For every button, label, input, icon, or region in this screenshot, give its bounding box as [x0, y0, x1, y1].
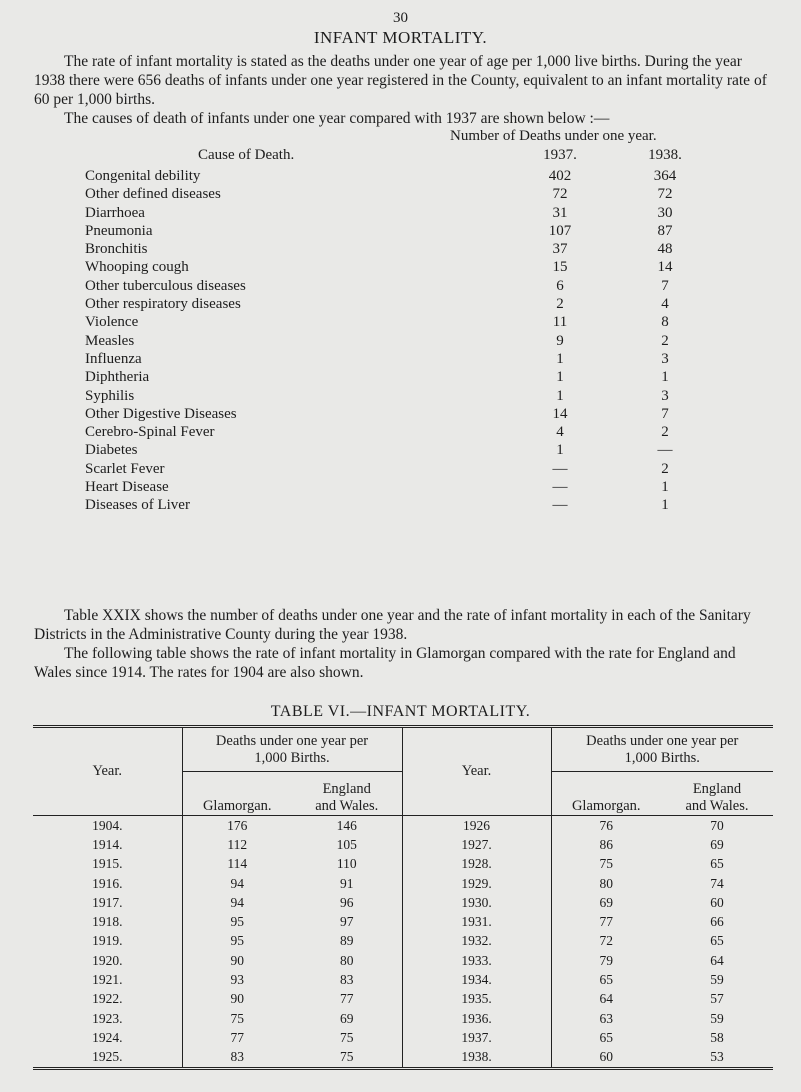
year-cell: 1936. [402, 1009, 551, 1028]
causes-intro-paragraph [34, 109, 774, 128]
england-wales-cell: 74 [710, 875, 724, 891]
cause-row [85, 405, 685, 423]
mortality-table-title: TABLE VI.—INFANT MORTALITY. [270, 703, 531, 720]
year-cell: 1934. [402, 970, 551, 989]
cause-name: Influenza [85, 350, 142, 367]
glamorgan-cell: 80 [599, 875, 613, 891]
deaths-1938: — [657, 442, 673, 459]
cause-name: Diseases of Liver [85, 497, 190, 514]
england-wales-cell: 105 [292, 835, 402, 854]
cause-row [85, 350, 685, 368]
table-xxix-paragraph [34, 606, 774, 644]
mortality-table [33, 725, 773, 1070]
deaths-1937: 1 [556, 350, 564, 367]
cause-name: Whooping cough [85, 259, 189, 276]
glamorgan-cell: 72 [599, 933, 613, 949]
deaths-1937: — [552, 460, 568, 477]
cause-row [85, 204, 685, 222]
deaths-1938: 3 [661, 387, 669, 404]
table-row [33, 874, 773, 893]
deaths-1938: 8 [661, 314, 669, 331]
england-wales-cell: 60 [710, 894, 724, 910]
deaths-1937: 107 [548, 222, 572, 239]
england-wales-cell: 59 [710, 972, 724, 988]
glamorgan-cell: 86 [599, 836, 613, 852]
england-wales-cell: 91 [292, 874, 402, 893]
deaths-1937: 72 [552, 186, 568, 203]
cause-name: Other respiratory diseases [85, 296, 241, 313]
year-cell: 1928. [402, 855, 551, 874]
table-row [33, 1009, 773, 1028]
year-1938-header: 1938. [648, 147, 682, 163]
deaths-header-line2: 1,000 Births. [254, 749, 330, 766]
cause-row [85, 496, 685, 514]
year-cell: 1938. [402, 1048, 551, 1069]
year-cell: 1926 [402, 816, 551, 836]
year-cell: 1923. [33, 1009, 182, 1028]
table-row [33, 1028, 773, 1047]
ew-header-line1: England [322, 781, 371, 797]
cause-row [85, 441, 685, 459]
cause-name: Violence [85, 314, 139, 331]
england-wales-cell: 65 [710, 933, 724, 949]
deaths-1938: 1 [661, 369, 669, 386]
glamorgan-cell: 114 [227, 856, 248, 872]
england-wales-cell: 59 [710, 1010, 724, 1026]
glamorgan-cell: 65 [599, 972, 613, 988]
deaths-header-line1: Deaths under one year per [586, 732, 739, 749]
deaths-1938: 1 [661, 479, 669, 496]
england-wales-cell: 89 [292, 932, 402, 951]
cause-row [85, 258, 685, 276]
glamorgan-cell: 65 [599, 1029, 613, 1045]
table-row [33, 951, 773, 970]
table-row [33, 912, 773, 931]
cause-row [85, 460, 685, 478]
year-cell: 1918. [33, 912, 182, 931]
cause-name: Diabetes [85, 442, 138, 459]
england-wales-cell: 58 [710, 1029, 724, 1045]
deaths-1938: 364 [653, 168, 677, 184]
deaths-1938: 2 [661, 424, 669, 441]
cause-row [85, 185, 685, 203]
cause-name: Bronchitis [85, 241, 148, 258]
cause-row [85, 478, 685, 496]
deaths-1937: 37 [552, 241, 568, 258]
ew-header-line2: and Wales. [685, 798, 749, 814]
cause-name: Measles [85, 332, 135, 349]
deaths-group-header [551, 727, 773, 772]
england-wales-cell: 69 [292, 1009, 402, 1028]
year-cell: 1929. [402, 874, 551, 893]
england-wales-cell: 110 [292, 855, 402, 874]
year-cell: 1932. [402, 932, 551, 951]
england-wales-header [292, 772, 402, 816]
glamorgan-cell: 79 [599, 952, 613, 968]
year-cell: 1914. [33, 835, 182, 854]
deaths-1938: 14 [657, 259, 673, 276]
deaths-1937: 9 [556, 332, 564, 349]
glamorgan-cell: 112 [227, 836, 248, 852]
table-row [33, 893, 773, 912]
cause-row [85, 295, 685, 313]
year-1937-header: 1937. [543, 147, 577, 163]
intro-paragraph [34, 52, 774, 109]
causes-table [85, 167, 685, 515]
england-wales-cell: 65 [710, 856, 724, 872]
causes-intro-text: The causes of death of infants under one year compared with 1937 are shown below :— [64, 110, 610, 127]
england-wales-cell: 69 [710, 836, 724, 852]
table-row [33, 855, 773, 874]
page-number: 30 [393, 10, 408, 26]
glamorgan-cell: 95 [230, 933, 244, 949]
glamorgan-cell: 75 [599, 856, 613, 872]
year-cell: 1931. [402, 912, 551, 931]
glamorgan-cell: 94 [230, 894, 244, 910]
glamorgan-cell: 77 [599, 914, 613, 930]
deaths-1937: 402 [548, 168, 572, 184]
deaths-1937: 2 [556, 296, 564, 313]
deaths-1937: 11 [552, 314, 568, 331]
comparison-text: The following table shows the rate of infant mortality in Glamorgan compared with the rate for England and Wales since 1914. The rates for 1904 are also shown. [34, 645, 736, 681]
england-wales-cell: 83 [292, 970, 402, 989]
cause-row [85, 313, 685, 331]
deaths-1938: 4 [661, 296, 669, 313]
year-cell: 1935. [402, 990, 551, 1009]
cause-name: Other defined diseases [85, 186, 221, 203]
cause-row [85, 368, 685, 386]
glamorgan-cell: 75 [230, 1010, 244, 1026]
deaths-header-line1: Deaths under one year per [215, 732, 369, 749]
glamorgan-cell: 69 [599, 894, 613, 910]
deaths-1937: 1 [556, 387, 564, 404]
mortality-table-body [33, 816, 773, 1069]
year-cell: 1933. [402, 951, 551, 970]
deaths-1937: — [552, 497, 568, 514]
year-cell: 1920. [33, 951, 182, 970]
cause-column-header: Cause of Death. [198, 147, 295, 163]
deaths-header-line2: 1,000 Births. [624, 749, 700, 766]
cause-row [85, 240, 685, 258]
page-title: INFANT MORTALITY. [313, 28, 488, 47]
glamorgan-header: Glamorgan. [202, 798, 272, 814]
table-row [33, 1048, 773, 1069]
england-wales-cell: 77 [292, 990, 402, 1009]
table-row [33, 970, 773, 989]
glamorgan-cell: 83 [230, 1049, 244, 1065]
england-wales-cell: 97 [292, 912, 402, 931]
deaths-1938: 87 [657, 222, 673, 239]
england-wales-cell: 66 [710, 914, 724, 930]
glamorgan-cell: 64 [599, 991, 613, 1007]
cause-name: Diarrhoea [85, 204, 145, 221]
deaths-1938: 30 [657, 204, 673, 221]
glamorgan-cell: 176 [227, 817, 248, 833]
table-row [33, 932, 773, 951]
deaths-1938: 2 [661, 460, 669, 477]
cause-name: Congenital debility [85, 168, 201, 184]
england-wales-cell: 64 [710, 952, 724, 968]
year-cell: 1937. [402, 1028, 551, 1047]
england-wales-cell: 80 [292, 951, 402, 970]
glamorgan-cell: 95 [230, 914, 244, 930]
cause-row [85, 387, 685, 405]
year-cell: 1921. [33, 970, 182, 989]
deaths-1937: 14 [552, 405, 568, 422]
year-header: Year. [33, 727, 182, 816]
deaths-1938: 7 [661, 277, 669, 294]
deaths-1937: 31 [552, 204, 568, 221]
england-wales-cell: 75 [292, 1048, 402, 1069]
glamorgan-cell: 94 [230, 875, 244, 891]
year-cell: 1915. [33, 855, 182, 874]
glamorgan-cell: 63 [599, 1010, 613, 1026]
cause-row [85, 332, 685, 350]
table-xxix-text: Table XXIX shows the number of deaths under one year and the rate of infant mortality in each of the Sanitary Districts in the Administrative County during the year 1938. [34, 607, 751, 643]
cause-row [85, 277, 685, 295]
table-row [33, 990, 773, 1009]
cause-name: Other tuberculous diseases [85, 277, 246, 294]
england-wales-cell: 146 [292, 816, 402, 836]
year-cell: 1924. [33, 1028, 182, 1047]
glamorgan-cell: 90 [230, 952, 244, 968]
deaths-1938: 72 [657, 186, 673, 203]
deaths-1937: — [552, 479, 568, 496]
causes-group-header: Number of Deaths under one year. [450, 128, 657, 144]
deaths-1937: 1 [556, 442, 564, 459]
england-wales-cell: 96 [292, 893, 402, 912]
cause-name: Heart Disease [85, 479, 169, 496]
intro-text: The rate of infant mortality is stated as the deaths under one year of age per 1,000 live births. During the year 1938 there were 656 deaths of infants under one year registered in the County, equivalent to an infant mortality rate of 60 per 1,000 births. [34, 53, 767, 108]
cause-name: Scarlet Fever [85, 460, 165, 477]
deaths-1937: 15 [552, 259, 568, 276]
deaths-1938: 7 [661, 405, 669, 422]
deaths-1937: 4 [556, 424, 564, 441]
deaths-1938: 1 [661, 497, 669, 514]
england-wales-header [661, 772, 773, 816]
comparison-paragraph [34, 644, 774, 682]
cause-name: Cerebro-Spinal Fever [85, 424, 215, 441]
deaths-1937: 6 [556, 277, 564, 294]
year-cell: 1904. [33, 816, 182, 836]
cause-row [85, 167, 685, 185]
ew-header-line1: England [692, 781, 742, 797]
cause-row [85, 423, 685, 441]
year-cell: 1919. [33, 932, 182, 951]
year-cell: 1927. [402, 835, 551, 854]
year-cell: 1925. [33, 1048, 182, 1069]
year-cell: 1917. [33, 893, 182, 912]
deaths-1937: 1 [556, 369, 564, 386]
year-cell: 1922. [33, 990, 182, 1009]
england-wales-cell: 70 [710, 817, 724, 833]
england-wales-cell: 75 [292, 1028, 402, 1047]
glamorgan-header: Glamorgan. [571, 798, 641, 814]
cause-name: Diphtheria [85, 369, 150, 386]
glamorgan-cell: 90 [230, 991, 244, 1007]
glamorgan-cell: 60 [599, 1049, 613, 1065]
cause-row [85, 222, 685, 240]
ew-header-line2: and Wales. [315, 798, 379, 814]
table-row [33, 835, 773, 854]
glamorgan-cell: 93 [230, 972, 244, 988]
table-row [33, 816, 773, 836]
england-wales-cell: 57 [710, 991, 724, 1007]
year-header: Year. [402, 727, 551, 816]
england-wales-cell: 53 [710, 1049, 724, 1065]
deaths-group-header [182, 727, 402, 772]
glamorgan-cell: 76 [599, 817, 613, 833]
glamorgan-cell: 77 [230, 1029, 244, 1045]
cause-name: Syphilis [85, 387, 135, 404]
deaths-1938: 3 [661, 350, 669, 367]
year-cell: 1916. [33, 874, 182, 893]
cause-name: Pneumonia [85, 222, 153, 239]
cause-name: Other Digestive Diseases [85, 405, 237, 422]
year-cell: 1930. [402, 893, 551, 912]
deaths-1938: 2 [661, 332, 669, 349]
deaths-1938: 48 [657, 241, 673, 258]
